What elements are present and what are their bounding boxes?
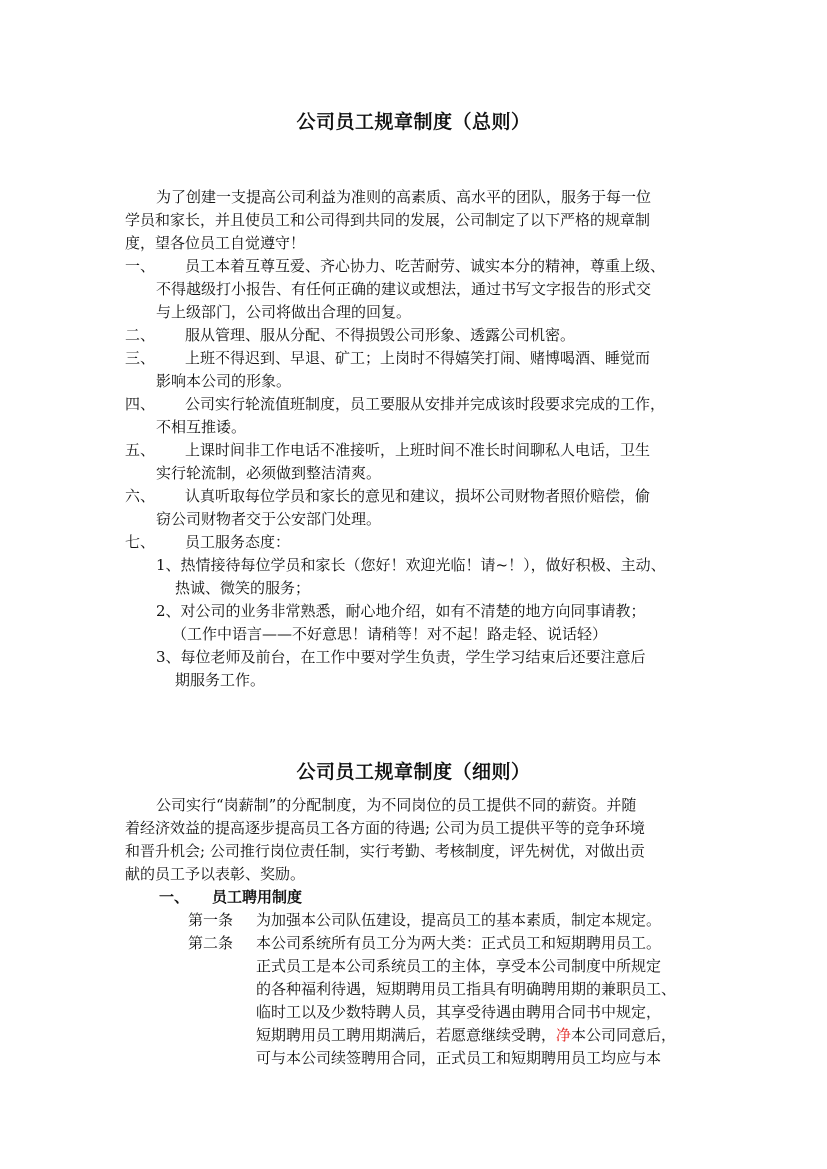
service-line: 热诚、微笑的服务； bbox=[175, 579, 311, 597]
rule-line: 员工服务态度： bbox=[185, 533, 291, 551]
rule-line: 与上级部门，公司将做出合理的回复。 bbox=[156, 303, 412, 321]
article-text bbox=[256, 1024, 676, 1046]
article-label: 第二条 bbox=[188, 934, 234, 952]
rule-number: 一、 bbox=[125, 257, 156, 275]
intro-line: 着经济效益的提高逐步提高员工各方面的待遇; 公司为员工提供平等的竞争环境 bbox=[125, 819, 645, 837]
highlighted-character: 净 bbox=[556, 1026, 572, 1044]
service-line: 2、对公司的业务非常熟悉，耐心地介绍，如有不清楚的地方向同事请教； bbox=[156, 602, 646, 620]
rule-line: 公司实行轮流值班制度，员工要服从安排并完成该时段要求完成的工作， bbox=[185, 395, 666, 413]
article-text: 本公司系统所有员工分为两大类：正式员工和短期聘用员工。 bbox=[256, 934, 662, 952]
rule-number: 五、 bbox=[125, 441, 156, 459]
service-line: 1、热情接待每位学员和家长（您好！欢迎光临！请~！），做好积极、主动、 bbox=[156, 556, 666, 574]
article-text: 正式员工是本公司系统员工的主体，享受本公司制度中所规定 bbox=[256, 957, 662, 975]
section-number: 一、 bbox=[159, 888, 190, 906]
rule-line: 实行轮流制，必须做到整洁清爽。 bbox=[156, 464, 382, 482]
rule-line: 影响本公司的形象。 bbox=[156, 372, 292, 390]
rule-line: 不得越级打小报告、有任何正确的建议或想法，通过书写文字报告的形式交 bbox=[156, 280, 652, 298]
rule-number: 七、 bbox=[125, 533, 156, 551]
article-text: 为加强本公司队伍建设，提高员工的基本素质，制定本规定。 bbox=[256, 911, 662, 929]
article-text: 的各种福利待遇，短期聘用员工指具有明确聘用期的兼职员工、 bbox=[256, 980, 677, 998]
article-text: 可与本公司续签聘用合同，正式员工和短期聘用员工均应与本 bbox=[256, 1049, 662, 1067]
intro-line: 为了创建一支提高公司利益为准则的高素质、高水平的团队，服务于每一位 bbox=[156, 188, 652, 206]
section-title: 员工聘用制度 bbox=[212, 888, 303, 906]
rule-line: 上班不得迟到、早退、矿工；上岗时不得嬉笑打闹、赌博喝酒、睡觉而 bbox=[185, 349, 651, 367]
service-line: 3、每位老师及前台，在工作中要对学生负责，学生学习结束后还要注意后 bbox=[156, 648, 646, 666]
page-title-detail: 公司员工规章制度（细则） bbox=[296, 761, 531, 783]
rule-line: 不相互推诿。 bbox=[156, 418, 247, 436]
intro-line: 公司实行“岗薪制”的分配制度，为不同岗位的员工提供不同的薪资。并随 bbox=[156, 796, 637, 814]
rule-line: 员工本着互尊互爱、齐心协力、吃苦耐劳、诚实本分的精神，尊重上级、 bbox=[185, 257, 666, 275]
rule-line: 上课时间非工作电话不准接听，上班时间不准长时间聊私人电话，卫生 bbox=[185, 441, 651, 459]
article-text-part: 本公司同意后， bbox=[571, 1026, 677, 1044]
rule-line: 认真听取每位学员和家长的意见和建议，损坏公司财物者照价赔偿，偷 bbox=[185, 487, 651, 505]
rule-number: 三、 bbox=[125, 349, 156, 367]
intro-line: 度，望各位员工自觉遵守！ bbox=[125, 234, 306, 252]
intro-line: 学员和家长，并且使员工和公司得到共同的发展，公司制定了以下严格的规章制 bbox=[125, 211, 651, 229]
rule-number: 二、 bbox=[125, 326, 156, 344]
rule-line: 服从管理、服从分配、不得损毁公司形象、透露公司机密。 bbox=[185, 326, 576, 344]
service-line: （工作中语言——不好意思！请稍等！对不起！路走轻、说话轻） bbox=[172, 625, 608, 643]
article-text: 临时工以及少数特聘人员，其享受待遇由聘用合同书中规定， bbox=[256, 1003, 662, 1021]
rule-line: 窃公司财物者交于公安部门处理。 bbox=[156, 510, 382, 528]
article-label: 第一条 bbox=[188, 911, 234, 929]
intro-line: 和晋升机会; 公司推行岗位责任制，实行考勤、考核制度，评先树优，对做出贡 bbox=[125, 842, 645, 860]
page-title-general: 公司员工规章制度（总则） bbox=[296, 111, 531, 133]
intro-line: 献的员工予以表彰、奖励。 bbox=[125, 865, 306, 883]
article-text-part: 短期聘用员工聘用期满后，若愿意继续受聘， bbox=[256, 1026, 557, 1044]
rule-number: 四、 bbox=[125, 395, 156, 413]
service-line: 期服务工作。 bbox=[175, 671, 266, 689]
rule-number: 六、 bbox=[125, 487, 156, 505]
